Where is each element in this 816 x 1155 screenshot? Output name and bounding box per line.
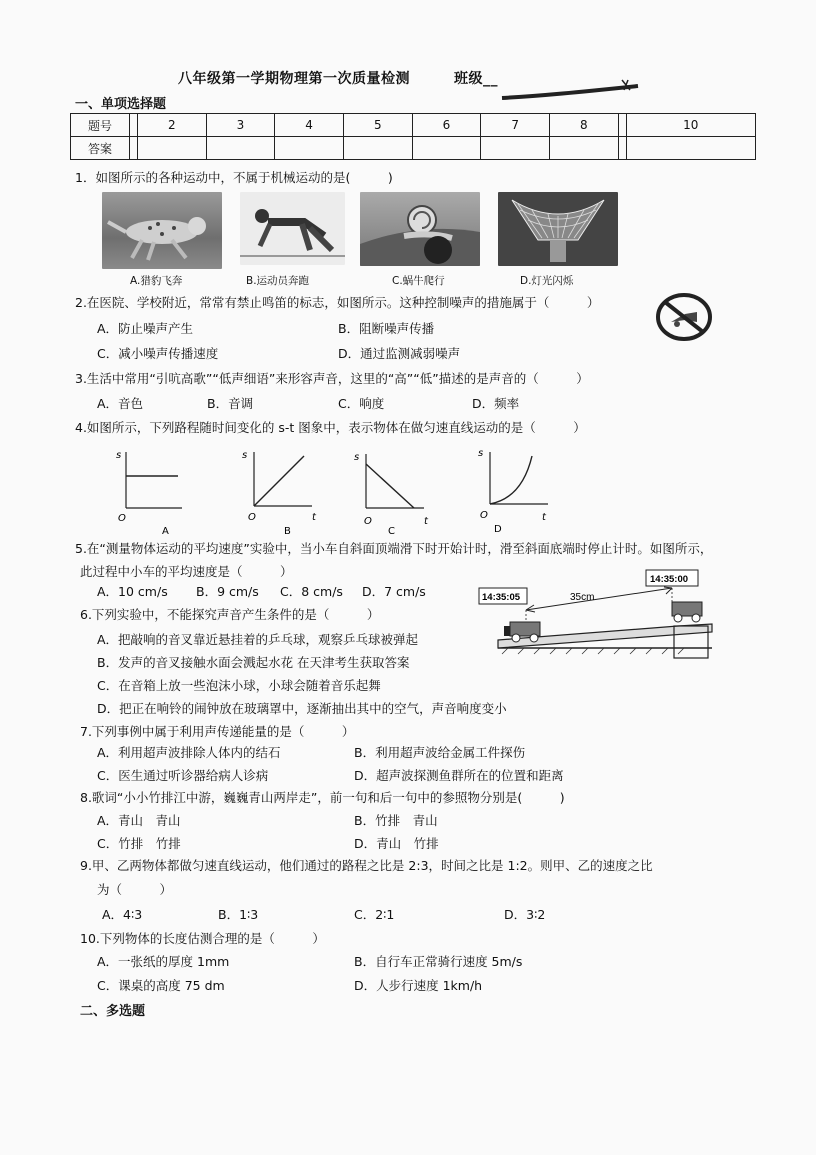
q5-option-d: D．7 cm/s	[362, 584, 426, 599]
lights-image	[498, 192, 618, 266]
q7-option-c: C．医生通过听诊器给病人诊病	[97, 768, 269, 783]
q9-option-d: D．3∶2	[504, 907, 546, 922]
graph-b-label: B	[284, 526, 291, 537]
q2-option-a: A．防止噪声产生	[97, 321, 194, 336]
q9-option-c: C．2∶1	[354, 907, 395, 922]
q9-option-b: B．1∶3	[218, 907, 259, 922]
q5-option-c: C．8 cm/s	[280, 584, 343, 599]
origin-label: O	[248, 512, 256, 523]
q3-option-d: D．频率	[472, 396, 520, 411]
q5-option-b: B．9 cm/s	[196, 584, 259, 599]
q5-option-a: A．10 cm/s	[97, 584, 168, 599]
q9-option-a: A．4∶3	[102, 907, 143, 922]
caption-c: C.蜗牛爬行	[392, 275, 445, 287]
question-9-line1: 9.甲、乙两物体都做匀速直线运动，他们通过的路程之比是 2:3，时间之比是 1:2。则甲、乙的速度之比	[80, 858, 653, 873]
axis-t-label: t	[312, 512, 316, 523]
origin-label: O	[480, 510, 488, 521]
caption-b: B.运动员奔跑	[246, 275, 310, 287]
section-multiple-choice: 二、多选题	[80, 1004, 146, 1019]
table-cell	[130, 114, 138, 137]
q10-option-b: B．自行车正常骑行速度 5m/s	[354, 954, 523, 969]
table-cell: 10	[626, 114, 755, 137]
timer-start-text: 14:35:00	[650, 574, 689, 585]
q8-option-a: A．青山 青山	[97, 813, 181, 828]
table-cell: 2	[137, 114, 206, 137]
graph-line	[366, 464, 414, 508]
distance-label: 35cm	[570, 592, 595, 603]
incline-diagram	[478, 568, 718, 664]
graph-d-label: D	[494, 524, 502, 535]
question-5-line2: 此过程中小车的平均速度是（ ）	[80, 564, 293, 579]
q2-option-c: C．减小噪声传播速度	[97, 346, 219, 361]
table-cell: 7	[481, 114, 550, 137]
graph-d	[476, 448, 561, 538]
q10-option-c: C．课桌的高度 75 dm	[97, 978, 225, 993]
caption-a: A.猎豹飞奔	[130, 275, 183, 287]
question-2: 2.在医院、学校附近，常常有禁止鸣笛的标志，如图所示。这种控制噪声的措施属于（ ）	[75, 295, 600, 310]
origin-label: O	[118, 513, 126, 524]
q7-option-b: B．利用超声波给金属工件探伤	[354, 745, 526, 760]
answer-cell[interactable]	[137, 137, 206, 160]
q2-option-b: B．阻断噪声传播	[338, 321, 435, 336]
q10-option-a: A．一张纸的厚度 1mm	[97, 954, 230, 969]
exam-title: 八年级第一学期物理第一次质量检测	[178, 71, 410, 87]
q6-option-c: C．在音箱上放一些泡沫小球，小球会随着音乐起舞	[97, 678, 381, 693]
question-9-line2: 为（ ）	[97, 882, 173, 897]
graph-a-label: A	[162, 526, 169, 537]
q8-option-d: D．青山 竹排	[354, 836, 439, 851]
table-cell: 3	[206, 114, 275, 137]
no-horn-sign-icon	[655, 292, 713, 342]
answer-table	[70, 113, 756, 160]
table-row-numbers	[71, 114, 756, 137]
answer-cell[interactable]	[130, 137, 138, 160]
q8-option-c: C．竹排 竹排	[97, 836, 181, 851]
table-cell: 5	[343, 114, 412, 137]
answer-cell[interactable]	[206, 137, 275, 160]
timer-end-text: 14:35:05	[482, 592, 521, 603]
answer-cell[interactable]	[343, 137, 412, 160]
graph-curve	[490, 456, 532, 504]
question-7: 7.下列事例中属于利用声传递能量的是（ ）	[80, 724, 355, 739]
axis-s-label: s	[116, 450, 122, 461]
caption-d: D.灯光闪烁	[520, 275, 574, 287]
axis-s-label: s	[242, 450, 248, 461]
axis-s-label: s	[478, 448, 484, 459]
question-1: 1．如图所示的各种运动中，不属于机械运动的是( )	[75, 170, 393, 185]
q7-option-a: A．利用超声波排除人体内的结石	[97, 745, 281, 760]
q8-option-b: B．竹排 青山	[354, 813, 438, 828]
answer-cell[interactable]	[412, 137, 481, 160]
q10-option-d: D．人步行速度 1km/h	[354, 978, 483, 993]
graph-b	[240, 448, 325, 538]
runner-image	[240, 192, 345, 265]
question-5-line1: 5.在“测量物体运动的平均速度”实验中，当小车自斜面顶端滑下时开始计时，滑至斜面底端时停止计时。如图所示，	[75, 541, 713, 556]
origin-label: O	[364, 516, 372, 527]
cheetah-image	[102, 192, 222, 269]
table-row-answers	[71, 137, 756, 160]
q3-option-b: B．音调	[207, 396, 254, 411]
axis-s-label: s	[354, 452, 360, 463]
table-header-number: 题号	[71, 114, 130, 137]
answer-cell[interactable]	[618, 137, 626, 160]
table-header-answer: 答案	[71, 137, 130, 160]
answer-cell[interactable]	[481, 137, 550, 160]
axis-t-label: t	[424, 516, 428, 527]
question-6: 6.下列实验中，不能探究声音产生条件的是（ ）	[80, 607, 380, 622]
q6-option-b: B．发声的音叉接触水面会溅起水花 在天津考生获取答案	[97, 655, 410, 670]
q7-option-d: D．超声波探测鱼群所在的位置和距离	[354, 768, 564, 783]
cart-top	[672, 602, 702, 622]
q3-option-c: C．响度	[338, 396, 385, 411]
question-8: 8.歌词“小小竹排江中游，巍巍青山两岸走”，前一句和后一句中的参照物分别是( )	[80, 790, 565, 805]
table-cell	[618, 114, 626, 137]
axis-t-label: t	[542, 512, 546, 523]
q6-option-a: A．把敲响的音叉靠近悬挂着的乒乓球，观察乒乓球被弹起	[97, 632, 419, 647]
q6-option-d: D．把正在响铃的闹钟放在玻璃罩中，逐渐抽出其中的空气，声音响度变小	[97, 701, 507, 716]
q3-option-a: A．音色	[97, 396, 144, 411]
question-10: 10.下列物体的长度估测合理的是（ ）	[80, 931, 325, 946]
section-single-choice: 一、单项选择题	[75, 97, 167, 112]
q2-option-d: D．通过监测减弱噪声	[338, 346, 461, 361]
table-cell: 6	[412, 114, 481, 137]
table-cell: 8	[549, 114, 618, 137]
handwritten-scribble	[500, 78, 645, 103]
class-label: 班级__	[454, 71, 498, 87]
snail-image	[360, 192, 480, 266]
graph-c-label: C	[388, 526, 395, 537]
question-4: 4.如图所示，下列路程随时间变化的 s-t 图象中，表示物体在做匀速直线运动的是（ ）	[75, 420, 586, 435]
question-3: 3.生活中常用“引吭高歌”“低声细语”来形容声音，这里的“高”“低”描述的是声音的（ ）	[75, 371, 589, 386]
answer-cell[interactable]	[626, 137, 755, 160]
graph-a	[112, 448, 192, 538]
table-cell: 4	[275, 114, 344, 137]
graph-c	[352, 448, 437, 538]
graph-line	[254, 456, 304, 506]
answer-cell[interactable]	[275, 137, 344, 160]
answer-cell[interactable]	[549, 137, 618, 160]
